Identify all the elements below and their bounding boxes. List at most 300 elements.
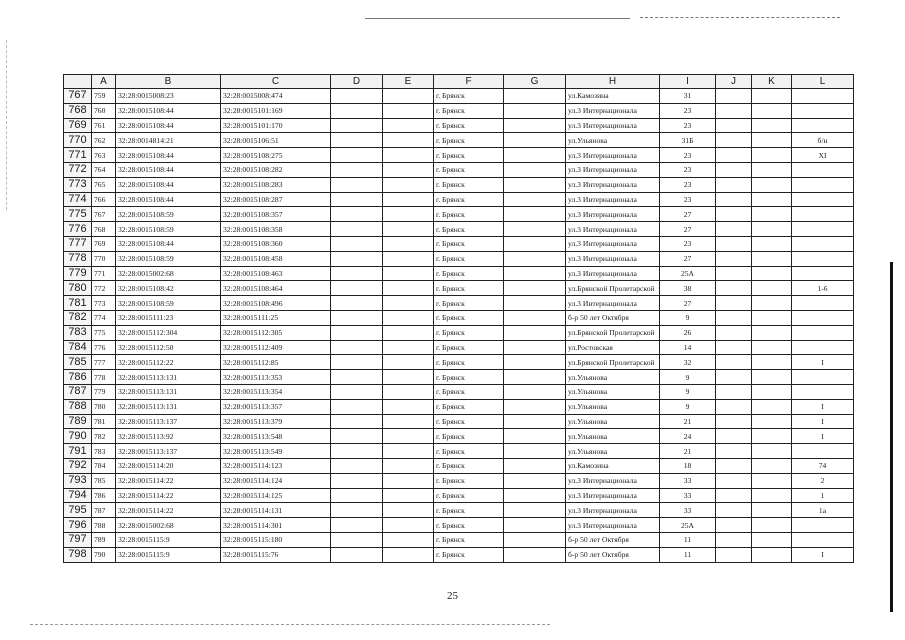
table-cell[interactable]	[331, 251, 383, 266]
table-cell[interactable]: 32:28:0015114:125	[221, 488, 331, 503]
table-cell[interactable]: б-р 50 лет Октября	[566, 547, 660, 562]
table-cell[interactable]	[383, 89, 434, 104]
table-cell[interactable]: г. Брянск	[434, 251, 504, 266]
table-cell[interactable]: 32:28:0015115:9	[116, 547, 221, 562]
table-cell[interactable]: ул.Брянской Пролетарской	[566, 325, 660, 340]
table-cell[interactable]	[716, 355, 752, 370]
table-cell[interactable]: б-р 50 лет Октября	[566, 310, 660, 325]
table-cell[interactable]: 32:28:0015112:409	[221, 340, 331, 355]
table-cell[interactable]	[383, 370, 434, 385]
table-cell[interactable]: ул.3 Интернационала	[566, 236, 660, 251]
table-cell[interactable]	[383, 192, 434, 207]
table-cell[interactable]: ул.Ульянова	[566, 429, 660, 444]
table-cell[interactable]	[792, 384, 854, 399]
table-cell[interactable]	[504, 251, 566, 266]
table-cell[interactable]: г. Брянск	[434, 103, 504, 118]
column-header-l[interactable]: L	[792, 75, 854, 89]
table-cell[interactable]: 32:28:0015108:464	[221, 281, 331, 296]
table-cell[interactable]: 32:28:0015108:458	[221, 251, 331, 266]
table-cell[interactable]	[331, 503, 383, 518]
row-number-cell[interactable]: 783	[64, 325, 92, 340]
table-cell[interactable]	[331, 429, 383, 444]
table-cell[interactable]: г. Брянск	[434, 444, 504, 459]
table-cell[interactable]	[383, 488, 434, 503]
table-cell[interactable]	[752, 444, 792, 459]
table-cell[interactable]: г. Брянск	[434, 296, 504, 311]
table-cell[interactable]: ул.3 Интернационала	[566, 251, 660, 266]
table-cell[interactable]	[504, 236, 566, 251]
table-cell[interactable]: г. Брянск	[434, 370, 504, 385]
table-cell[interactable]: г. Брянск	[434, 458, 504, 473]
table-cell[interactable]	[383, 266, 434, 281]
table-cell[interactable]: 32:28:0014814:21	[116, 133, 221, 148]
table-cell[interactable]: ул.3 Интернационала	[566, 266, 660, 281]
table-cell[interactable]	[331, 414, 383, 429]
row-number-cell[interactable]: 780	[64, 281, 92, 296]
table-cell[interactable]	[504, 458, 566, 473]
table-cell[interactable]	[752, 370, 792, 385]
column-header-h[interactable]: H	[566, 75, 660, 89]
table-cell[interactable]: 32:28:0015108:59	[116, 251, 221, 266]
table-cell[interactable]: 32:28:0015113:131	[116, 399, 221, 414]
table-cell[interactable]	[716, 251, 752, 266]
table-cell[interactable]: ул.Брянской Пролетарской	[566, 281, 660, 296]
table-cell[interactable]: 11	[660, 547, 716, 562]
table-cell[interactable]	[504, 370, 566, 385]
row-number-cell[interactable]: 767	[64, 89, 92, 104]
table-cell[interactable]: 32:28:0015108:44	[116, 118, 221, 133]
table-cell[interactable]: 32:28:0015008:474	[221, 89, 331, 104]
table-cell[interactable]	[792, 207, 854, 222]
table-cell[interactable]	[504, 296, 566, 311]
table-cell[interactable]	[383, 207, 434, 222]
table-cell[interactable]: ул.3 Интернационала	[566, 177, 660, 192]
row-number-cell[interactable]: 785	[64, 355, 92, 370]
table-cell[interactable]	[383, 222, 434, 237]
table-cell[interactable]	[752, 177, 792, 192]
table-cell[interactable]	[752, 547, 792, 562]
table-cell[interactable]: ул.3 Интернационала	[566, 162, 660, 177]
table-cell[interactable]: ул.Ульянова	[566, 384, 660, 399]
table-cell[interactable]: 770	[92, 251, 116, 266]
table-cell[interactable]: 783	[92, 444, 116, 459]
table-cell[interactable]	[792, 310, 854, 325]
table-cell[interactable]	[792, 532, 854, 547]
row-number-cell[interactable]: 791	[64, 444, 92, 459]
table-cell[interactable]	[504, 429, 566, 444]
table-cell[interactable]	[504, 89, 566, 104]
table-cell[interactable]: 26	[660, 325, 716, 340]
table-cell[interactable]	[331, 384, 383, 399]
table-cell[interactable]	[716, 503, 752, 518]
table-cell[interactable]	[504, 340, 566, 355]
table-cell[interactable]	[752, 222, 792, 237]
table-cell[interactable]	[331, 473, 383, 488]
table-cell[interactable]	[792, 192, 854, 207]
table-cell[interactable]	[752, 399, 792, 414]
table-cell[interactable]	[331, 207, 383, 222]
table-cell[interactable]: 32:28:0015002:68	[116, 266, 221, 281]
table-cell[interactable]: 23	[660, 192, 716, 207]
table-cell[interactable]	[716, 458, 752, 473]
table-cell[interactable]	[752, 532, 792, 547]
table-cell[interactable]	[792, 518, 854, 533]
table-cell[interactable]: 32:28:0015108:282	[221, 162, 331, 177]
table-cell[interactable]	[792, 325, 854, 340]
table-cell[interactable]: г. Брянск	[434, 177, 504, 192]
table-cell[interactable]: 759	[92, 89, 116, 104]
table-cell[interactable]	[383, 429, 434, 444]
column-header-k[interactable]: K	[752, 75, 792, 89]
row-number-cell[interactable]: 795	[64, 503, 92, 518]
table-cell[interactable]	[383, 103, 434, 118]
table-cell[interactable]	[752, 340, 792, 355]
column-header-i[interactable]: I	[660, 75, 716, 89]
table-cell[interactable]: 74	[792, 458, 854, 473]
table-cell[interactable]	[716, 444, 752, 459]
table-cell[interactable]	[752, 310, 792, 325]
table-cell[interactable]: ул.3 Интернационала	[566, 222, 660, 237]
table-cell[interactable]: ул.3 Интернационала	[566, 103, 660, 118]
table-cell[interactable]: 32:28:0015114:301	[221, 518, 331, 533]
table-cell[interactable]: 32:28:0015108:59	[116, 207, 221, 222]
table-cell[interactable]	[504, 148, 566, 163]
table-cell[interactable]: 32:28:0015113:549	[221, 444, 331, 459]
table-cell[interactable]	[716, 429, 752, 444]
table-cell[interactable]	[752, 103, 792, 118]
table-cell[interactable]	[331, 340, 383, 355]
table-cell[interactable]	[504, 118, 566, 133]
row-number-cell[interactable]: 769	[64, 118, 92, 133]
table-cell[interactable]: 9	[660, 399, 716, 414]
table-cell[interactable]	[383, 473, 434, 488]
table-cell[interactable]	[716, 118, 752, 133]
table-cell[interactable]	[331, 488, 383, 503]
table-cell[interactable]: 32:28:0015108:275	[221, 148, 331, 163]
table-cell[interactable]	[383, 133, 434, 148]
table-cell[interactable]	[331, 266, 383, 281]
table-cell[interactable]	[752, 488, 792, 503]
table-cell[interactable]: г. Брянск	[434, 266, 504, 281]
table-cell[interactable]: 9	[660, 370, 716, 385]
row-number-cell[interactable]: 788	[64, 399, 92, 414]
table-cell[interactable]: 27	[660, 222, 716, 237]
table-cell[interactable]	[752, 236, 792, 251]
table-cell[interactable]: 25А	[660, 266, 716, 281]
table-cell[interactable]: 32:28:0015113:92	[116, 429, 221, 444]
table-cell[interactable]	[752, 281, 792, 296]
table-cell[interactable]: 32:28:0015113:353	[221, 370, 331, 385]
table-cell[interactable]: 32:28:0015111:23	[116, 310, 221, 325]
table-cell[interactable]: 32:28:0015114:123	[221, 458, 331, 473]
table-cell[interactable]	[504, 547, 566, 562]
table-cell[interactable]: ул.Ульянова	[566, 133, 660, 148]
row-number-cell[interactable]: 781	[64, 296, 92, 311]
table-cell[interactable]: г. Брянск	[434, 310, 504, 325]
table-cell[interactable]: 32:28:0015108:357	[221, 207, 331, 222]
table-cell[interactable]	[504, 192, 566, 207]
row-number-cell[interactable]: 792	[64, 458, 92, 473]
row-number-cell[interactable]: 772	[64, 162, 92, 177]
table-cell[interactable]	[504, 281, 566, 296]
table-cell[interactable]	[383, 148, 434, 163]
table-cell[interactable]	[504, 399, 566, 414]
table-cell[interactable]: 32:28:0015101:169	[221, 103, 331, 118]
table-cell[interactable]	[504, 133, 566, 148]
table-cell[interactable]	[792, 370, 854, 385]
table-cell[interactable]	[504, 518, 566, 533]
table-cell[interactable]: 784	[92, 458, 116, 473]
table-cell[interactable]	[716, 236, 752, 251]
table-cell[interactable]	[504, 103, 566, 118]
table-cell[interactable]: 761	[92, 118, 116, 133]
row-number-cell[interactable]: 768	[64, 103, 92, 118]
table-cell[interactable]: I	[792, 355, 854, 370]
table-cell[interactable]: 32:28:0015108:287	[221, 192, 331, 207]
table-cell[interactable]: 31	[660, 89, 716, 104]
table-cell[interactable]: 32:28:0015108:44	[116, 236, 221, 251]
table-cell[interactable]: 33	[660, 488, 716, 503]
table-cell[interactable]: ул.Брянской Пролетарской	[566, 355, 660, 370]
table-cell[interactable]	[331, 118, 383, 133]
table-cell[interactable]	[331, 310, 383, 325]
table-cell[interactable]	[504, 207, 566, 222]
table-cell[interactable]: 25А	[660, 518, 716, 533]
table-cell[interactable]	[504, 266, 566, 281]
table-cell[interactable]: 768	[92, 222, 116, 237]
table-cell[interactable]	[792, 236, 854, 251]
table-cell[interactable]: 32:28:0015114:131	[221, 503, 331, 518]
table-cell[interactable]	[792, 103, 854, 118]
table-cell[interactable]: ул.3 Интернационала	[566, 207, 660, 222]
table-cell[interactable]: 32:28:0015113:548	[221, 429, 331, 444]
table-cell[interactable]	[331, 355, 383, 370]
table-cell[interactable]	[383, 414, 434, 429]
table-cell[interactable]: г. Брянск	[434, 384, 504, 399]
table-cell[interactable]: 769	[92, 236, 116, 251]
table-cell[interactable]	[504, 177, 566, 192]
table-cell[interactable]: 32:28:0015112:22	[116, 355, 221, 370]
table-cell[interactable]	[752, 384, 792, 399]
table-cell[interactable]: 32	[660, 355, 716, 370]
table-cell[interactable]	[504, 355, 566, 370]
table-cell[interactable]	[752, 207, 792, 222]
table-cell[interactable]: г. Брянск	[434, 118, 504, 133]
row-number-cell[interactable]: 796	[64, 518, 92, 533]
row-number-cell[interactable]: 774	[64, 192, 92, 207]
table-cell[interactable]: 32:28:0015108:44	[116, 162, 221, 177]
table-cell[interactable]	[792, 118, 854, 133]
table-cell[interactable]	[383, 162, 434, 177]
table-cell[interactable]	[331, 133, 383, 148]
table-cell[interactable]: 32:28:0015101:170	[221, 118, 331, 133]
table-cell[interactable]: 32:28:0015113:357	[221, 399, 331, 414]
table-cell[interactable]: 32:28:0015114:22	[116, 473, 221, 488]
table-cell[interactable]	[716, 192, 752, 207]
table-cell[interactable]	[752, 251, 792, 266]
table-cell[interactable]: 785	[92, 473, 116, 488]
table-cell[interactable]	[383, 503, 434, 518]
column-header-j[interactable]: J	[716, 75, 752, 89]
table-cell[interactable]	[792, 177, 854, 192]
table-cell[interactable]: 32:28:0015113:354	[221, 384, 331, 399]
table-cell[interactable]: 32:28:0015112:305	[221, 325, 331, 340]
table-cell[interactable]	[504, 310, 566, 325]
row-number-cell[interactable]: 778	[64, 251, 92, 266]
row-number-cell[interactable]: 794	[64, 488, 92, 503]
table-cell[interactable]: 762	[92, 133, 116, 148]
table-cell[interactable]	[752, 296, 792, 311]
table-cell[interactable]: 32:28:0015108:496	[221, 296, 331, 311]
table-cell[interactable]	[504, 444, 566, 459]
table-cell[interactable]	[383, 384, 434, 399]
table-cell[interactable]: ул.3 Интернационала	[566, 518, 660, 533]
table-cell[interactable]: 32:28:0015112:304	[116, 325, 221, 340]
table-cell[interactable]: 32:28:0015114:22	[116, 488, 221, 503]
table-cell[interactable]: ул.3 Интернационала	[566, 192, 660, 207]
column-header-f[interactable]: F	[434, 75, 504, 89]
row-number-cell[interactable]: 786	[64, 370, 92, 385]
table-cell[interactable]: 32:28:0015114:22	[116, 503, 221, 518]
table-cell[interactable]	[331, 192, 383, 207]
table-cell[interactable]: 774	[92, 310, 116, 325]
table-cell[interactable]	[792, 251, 854, 266]
table-cell[interactable]: г. Брянск	[434, 547, 504, 562]
table-cell[interactable]	[383, 518, 434, 533]
column-header-e[interactable]: E	[383, 75, 434, 89]
table-cell[interactable]	[752, 355, 792, 370]
table-cell[interactable]: г. Брянск	[434, 207, 504, 222]
table-cell[interactable]: г. Брянск	[434, 222, 504, 237]
table-cell[interactable]: 775	[92, 325, 116, 340]
table-cell[interactable]: 32:28:0015113:379	[221, 414, 331, 429]
table-cell[interactable]: 773	[92, 296, 116, 311]
table-cell[interactable]	[383, 355, 434, 370]
table-cell[interactable]: I	[792, 547, 854, 562]
row-number-cell[interactable]: 782	[64, 310, 92, 325]
table-cell[interactable]	[331, 325, 383, 340]
table-cell[interactable]	[716, 532, 752, 547]
table-cell[interactable]	[716, 399, 752, 414]
table-cell[interactable]: 32:28:0015108:44	[116, 177, 221, 192]
table-cell[interactable]: 21	[660, 444, 716, 459]
table-cell[interactable]: I	[792, 399, 854, 414]
table-cell[interactable]: 27	[660, 207, 716, 222]
table-cell[interactable]: 23	[660, 162, 716, 177]
table-cell[interactable]: 766	[92, 192, 116, 207]
table-cell[interactable]: 32:28:0015108:360	[221, 236, 331, 251]
table-cell[interactable]	[716, 325, 752, 340]
table-cell[interactable]: 777	[92, 355, 116, 370]
row-number-cell[interactable]: 784	[64, 340, 92, 355]
table-cell[interactable]	[752, 518, 792, 533]
row-number-cell[interactable]: 779	[64, 266, 92, 281]
table-cell[interactable]: 789	[92, 532, 116, 547]
table-cell[interactable]: ул.3 Интернационала	[566, 488, 660, 503]
table-cell[interactable]: 32:28:0015115:180	[221, 532, 331, 547]
table-cell[interactable]: 14	[660, 340, 716, 355]
row-number-cell[interactable]: 777	[64, 236, 92, 251]
row-number-cell[interactable]: 775	[64, 207, 92, 222]
table-cell[interactable]: 11	[660, 532, 716, 547]
table-cell[interactable]	[331, 444, 383, 459]
table-cell[interactable]: г. Брянск	[434, 414, 504, 429]
table-cell[interactable]	[792, 296, 854, 311]
table-cell[interactable]: 32:28:0015114:124	[221, 473, 331, 488]
table-cell[interactable]	[752, 503, 792, 518]
table-cell[interactable]: г. Брянск	[434, 281, 504, 296]
table-cell[interactable]: 23	[660, 177, 716, 192]
table-cell[interactable]: ул.Ульянова	[566, 370, 660, 385]
table-cell[interactable]: г. Брянск	[434, 518, 504, 533]
table-cell[interactable]	[792, 266, 854, 281]
table-cell[interactable]	[752, 325, 792, 340]
table-cell[interactable]: 32:28:0015113:131	[116, 370, 221, 385]
table-cell[interactable]	[752, 148, 792, 163]
table-cell[interactable]: 31Б	[660, 133, 716, 148]
table-cell[interactable]: 764	[92, 162, 116, 177]
table-cell[interactable]: 23	[660, 118, 716, 133]
table-cell[interactable]: б/н	[792, 133, 854, 148]
table-cell[interactable]: 32:28:0015108:463	[221, 266, 331, 281]
table-cell[interactable]	[716, 414, 752, 429]
table-cell[interactable]	[331, 399, 383, 414]
table-cell[interactable]	[504, 532, 566, 547]
table-cell[interactable]	[331, 148, 383, 163]
table-cell[interactable]	[752, 89, 792, 104]
table-cell[interactable]	[752, 429, 792, 444]
row-number-cell[interactable]: 790	[64, 429, 92, 444]
table-cell[interactable]	[716, 222, 752, 237]
table-cell[interactable]	[331, 162, 383, 177]
table-cell[interactable]: ул.3 Интернационала	[566, 503, 660, 518]
row-number-cell[interactable]: 789	[64, 414, 92, 429]
table-cell[interactable]: 781	[92, 414, 116, 429]
table-cell[interactable]: 2	[792, 473, 854, 488]
table-cell[interactable]	[752, 133, 792, 148]
table-cell[interactable]: 787	[92, 503, 116, 518]
table-cell[interactable]	[331, 547, 383, 562]
table-cell[interactable]	[716, 296, 752, 311]
row-number-cell[interactable]: 797	[64, 532, 92, 547]
table-cell[interactable]	[716, 281, 752, 296]
table-cell[interactable]: 763	[92, 148, 116, 163]
table-cell[interactable]	[383, 399, 434, 414]
table-cell[interactable]	[331, 103, 383, 118]
table-cell[interactable]	[331, 370, 383, 385]
table-cell[interactable]: ул.3 Интернационала	[566, 296, 660, 311]
table-cell[interactable]	[383, 251, 434, 266]
table-cell[interactable]: 32:28:0015108:44	[116, 192, 221, 207]
table-cell[interactable]: 23	[660, 148, 716, 163]
table-cell[interactable]: 772	[92, 281, 116, 296]
table-cell[interactable]: 779	[92, 384, 116, 399]
column-header-b[interactable]: B	[116, 75, 221, 89]
table-cell[interactable]	[383, 296, 434, 311]
table-cell[interactable]: 32:28:0015115:76	[221, 547, 331, 562]
table-cell[interactable]: г. Брянск	[434, 532, 504, 547]
table-cell[interactable]: 33	[660, 473, 716, 488]
table-cell[interactable]: 32:28:0015111:25	[221, 310, 331, 325]
table-cell[interactable]	[331, 89, 383, 104]
table-cell[interactable]	[383, 177, 434, 192]
table-cell[interactable]: г. Брянск	[434, 148, 504, 163]
table-cell[interactable]: 771	[92, 266, 116, 281]
table-cell[interactable]	[716, 384, 752, 399]
table-cell[interactable]: 780	[92, 399, 116, 414]
column-header-c[interactable]: C	[221, 75, 331, 89]
table-cell[interactable]: г. Брянск	[434, 340, 504, 355]
